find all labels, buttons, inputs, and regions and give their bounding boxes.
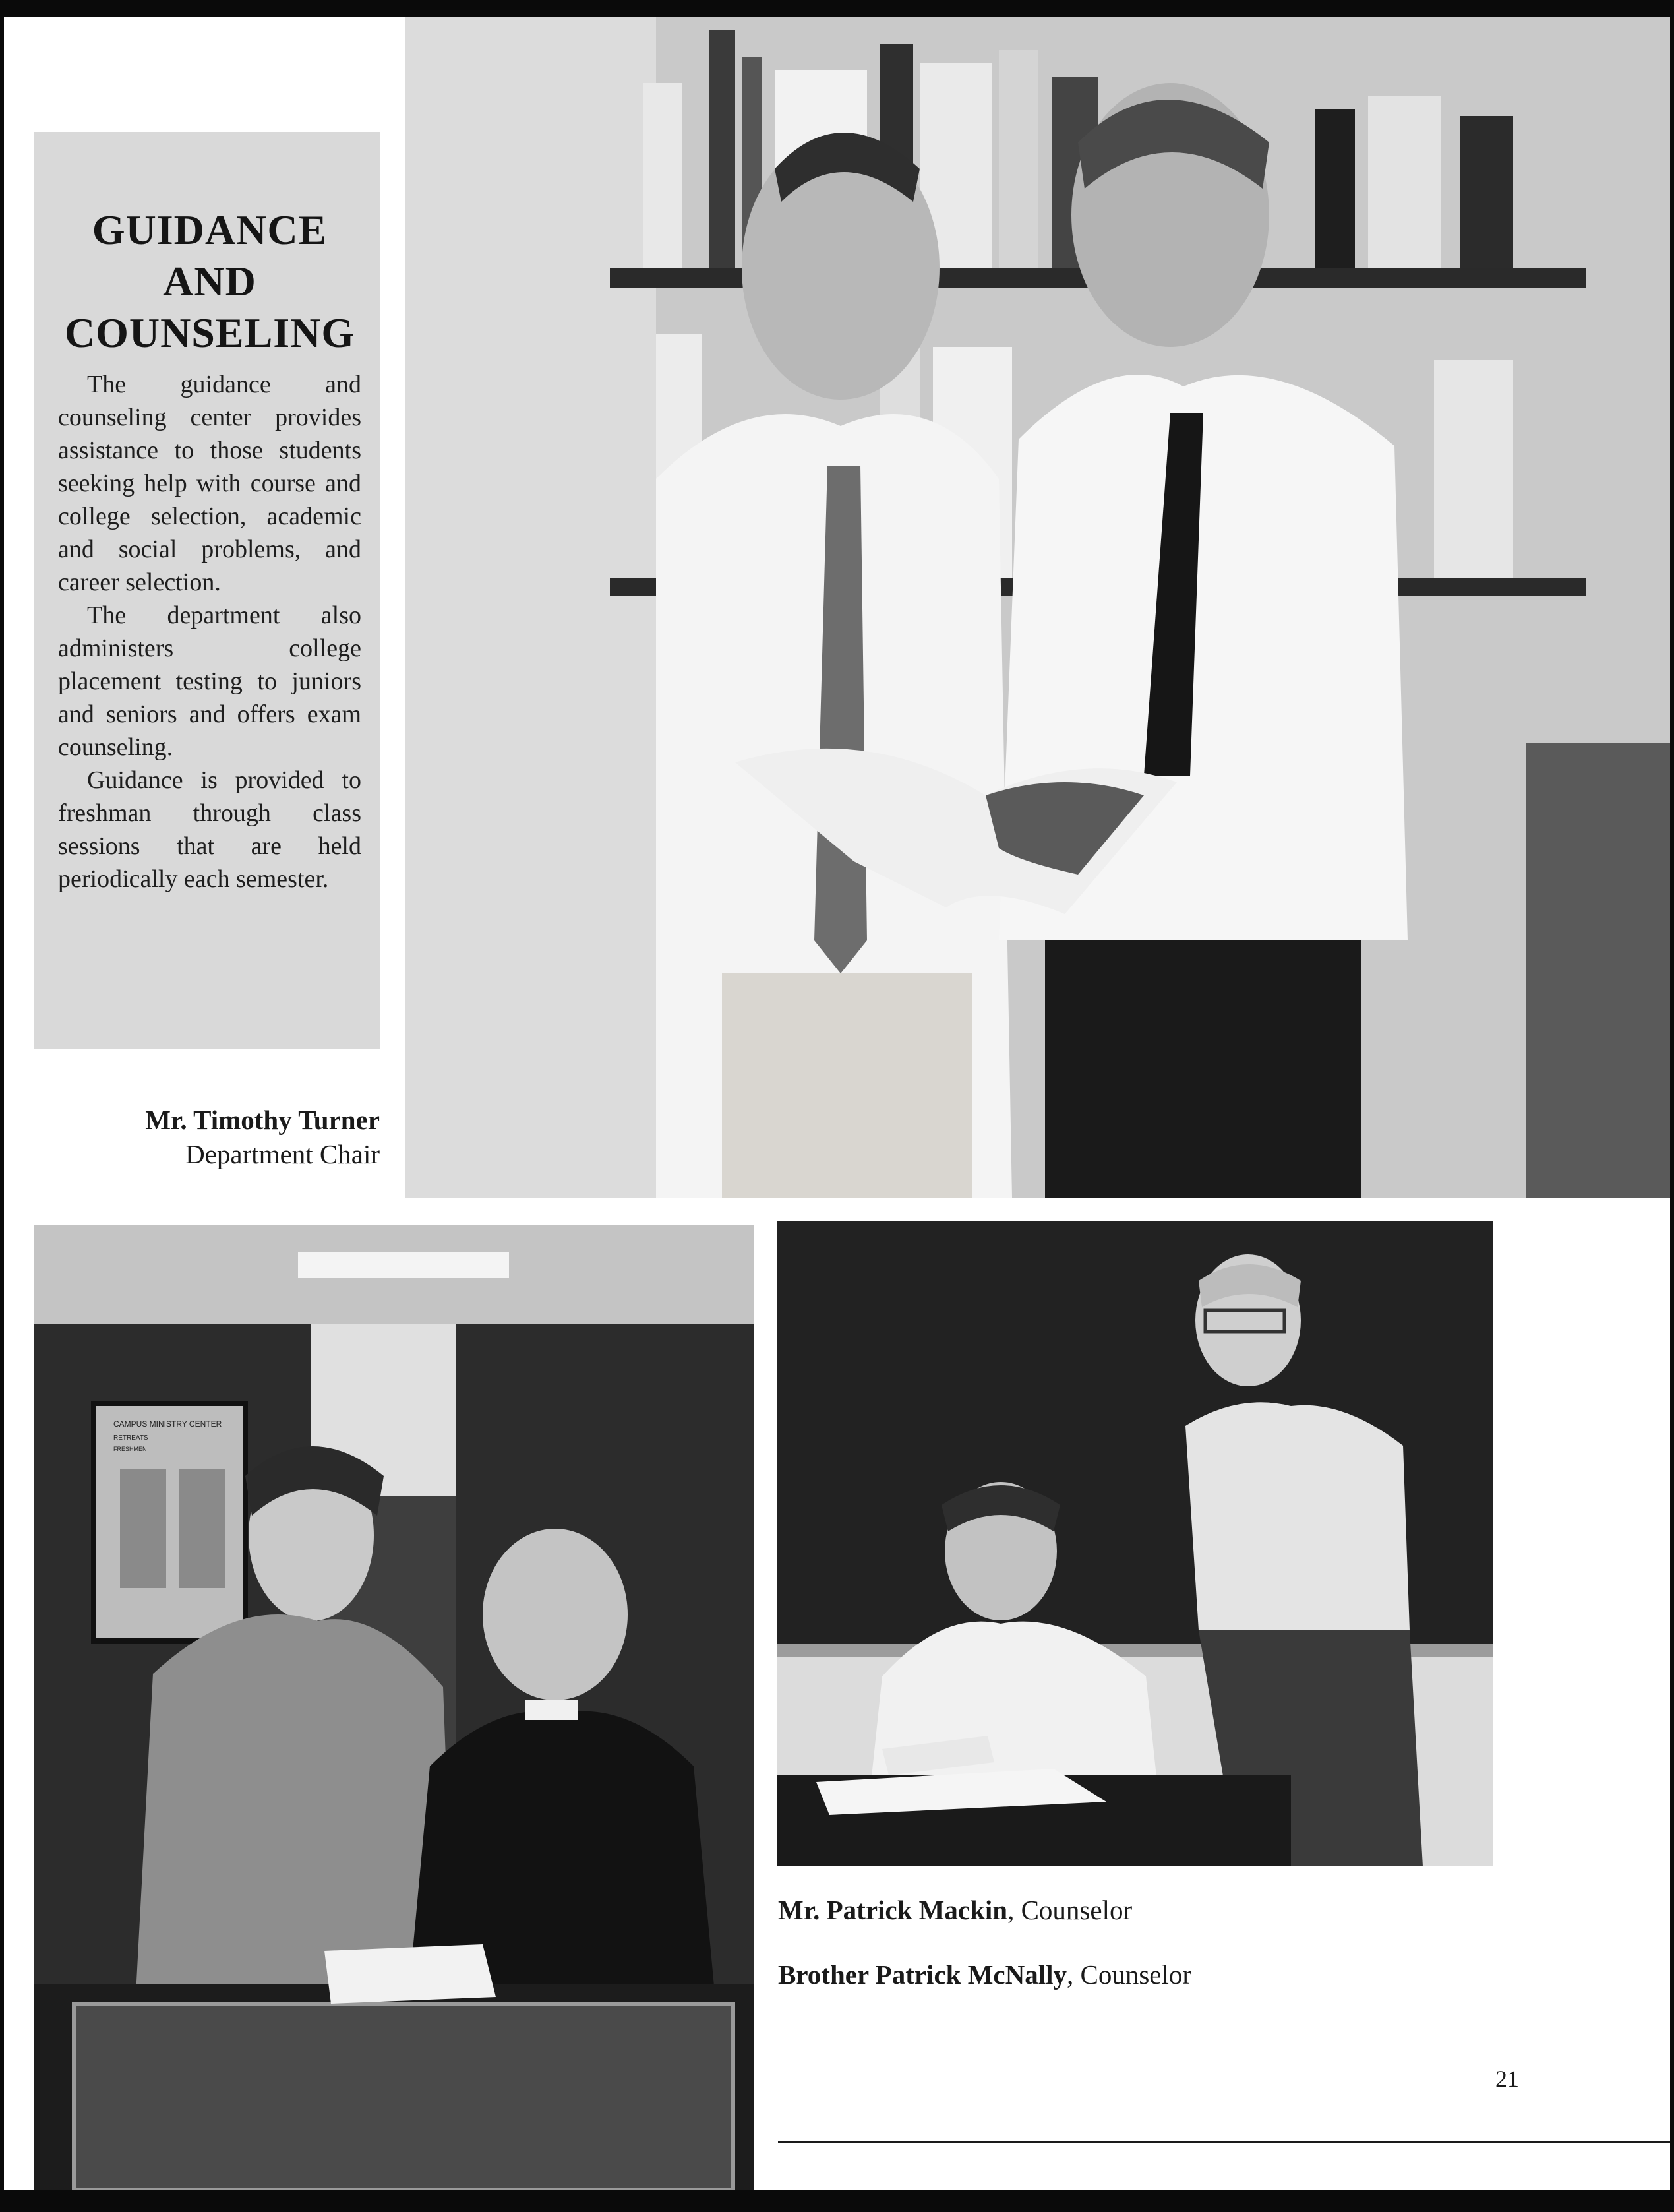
counselor-2-name: Brother Patrick McNally xyxy=(778,1959,1067,1990)
intro-text xyxy=(58,368,361,896)
headline-line-2: AND xyxy=(163,258,256,305)
counselor-2-role: , Counselor xyxy=(1067,1959,1192,1990)
page-frame-bottom xyxy=(0,2190,1674,2212)
board-text-2: RETREATS xyxy=(113,1434,148,1442)
counselor-1-role: , Counselor xyxy=(1007,1895,1133,1925)
photo-student-and-brother-image xyxy=(34,1225,754,2190)
page-frame-left xyxy=(0,0,4,2212)
intro-paragraph-1: The guidance and counseling center provides assistance to those students seeking help with course and college selection, academic and social problems, and career selection. xyxy=(58,371,361,596)
counselor-1-name: Mr. Patrick Mackin xyxy=(778,1895,1008,1925)
page-frame-top xyxy=(0,0,1674,17)
photo-two-men-bookshelf xyxy=(405,17,1670,1198)
page-number: 21 xyxy=(1495,2066,1519,2092)
chair-role: Department Chair xyxy=(185,1139,380,1169)
chair-name: Mr. Timothy Turner xyxy=(145,1105,380,1135)
headline-line-1: GUIDANCE xyxy=(92,206,328,253)
photo-counselor-with-student-image xyxy=(777,1221,1493,1866)
photo-two-men-bookshelf-image xyxy=(405,17,1670,1198)
board-text-3: FRESHMEN xyxy=(113,1446,147,1452)
counselor-captions xyxy=(778,1893,1635,2022)
bottom-rule xyxy=(778,2141,1670,2143)
chair-caption xyxy=(40,1103,380,1171)
intro-paragraph-2: The department also administers college placement testing to juniors and seniors and offers exam counseling. xyxy=(58,601,361,761)
photo-student-and-brother xyxy=(34,1225,754,2190)
page-headline xyxy=(58,204,361,359)
board-text-1: CAMPUS MINISTRY CENTER xyxy=(113,1419,222,1429)
headline-line-3: COUNSELING xyxy=(64,309,355,356)
intro-paragraph-3: Guidance is provided to freshman through class sessions that are held periodically each semester. xyxy=(58,766,361,893)
page-frame-right xyxy=(1670,0,1674,2212)
counselor-caption-2 xyxy=(778,1957,1635,1992)
counselor-caption-1 xyxy=(778,1893,1635,1927)
photo-counselor-with-student xyxy=(777,1221,1493,1866)
sidebar-text-box xyxy=(34,132,380,1049)
